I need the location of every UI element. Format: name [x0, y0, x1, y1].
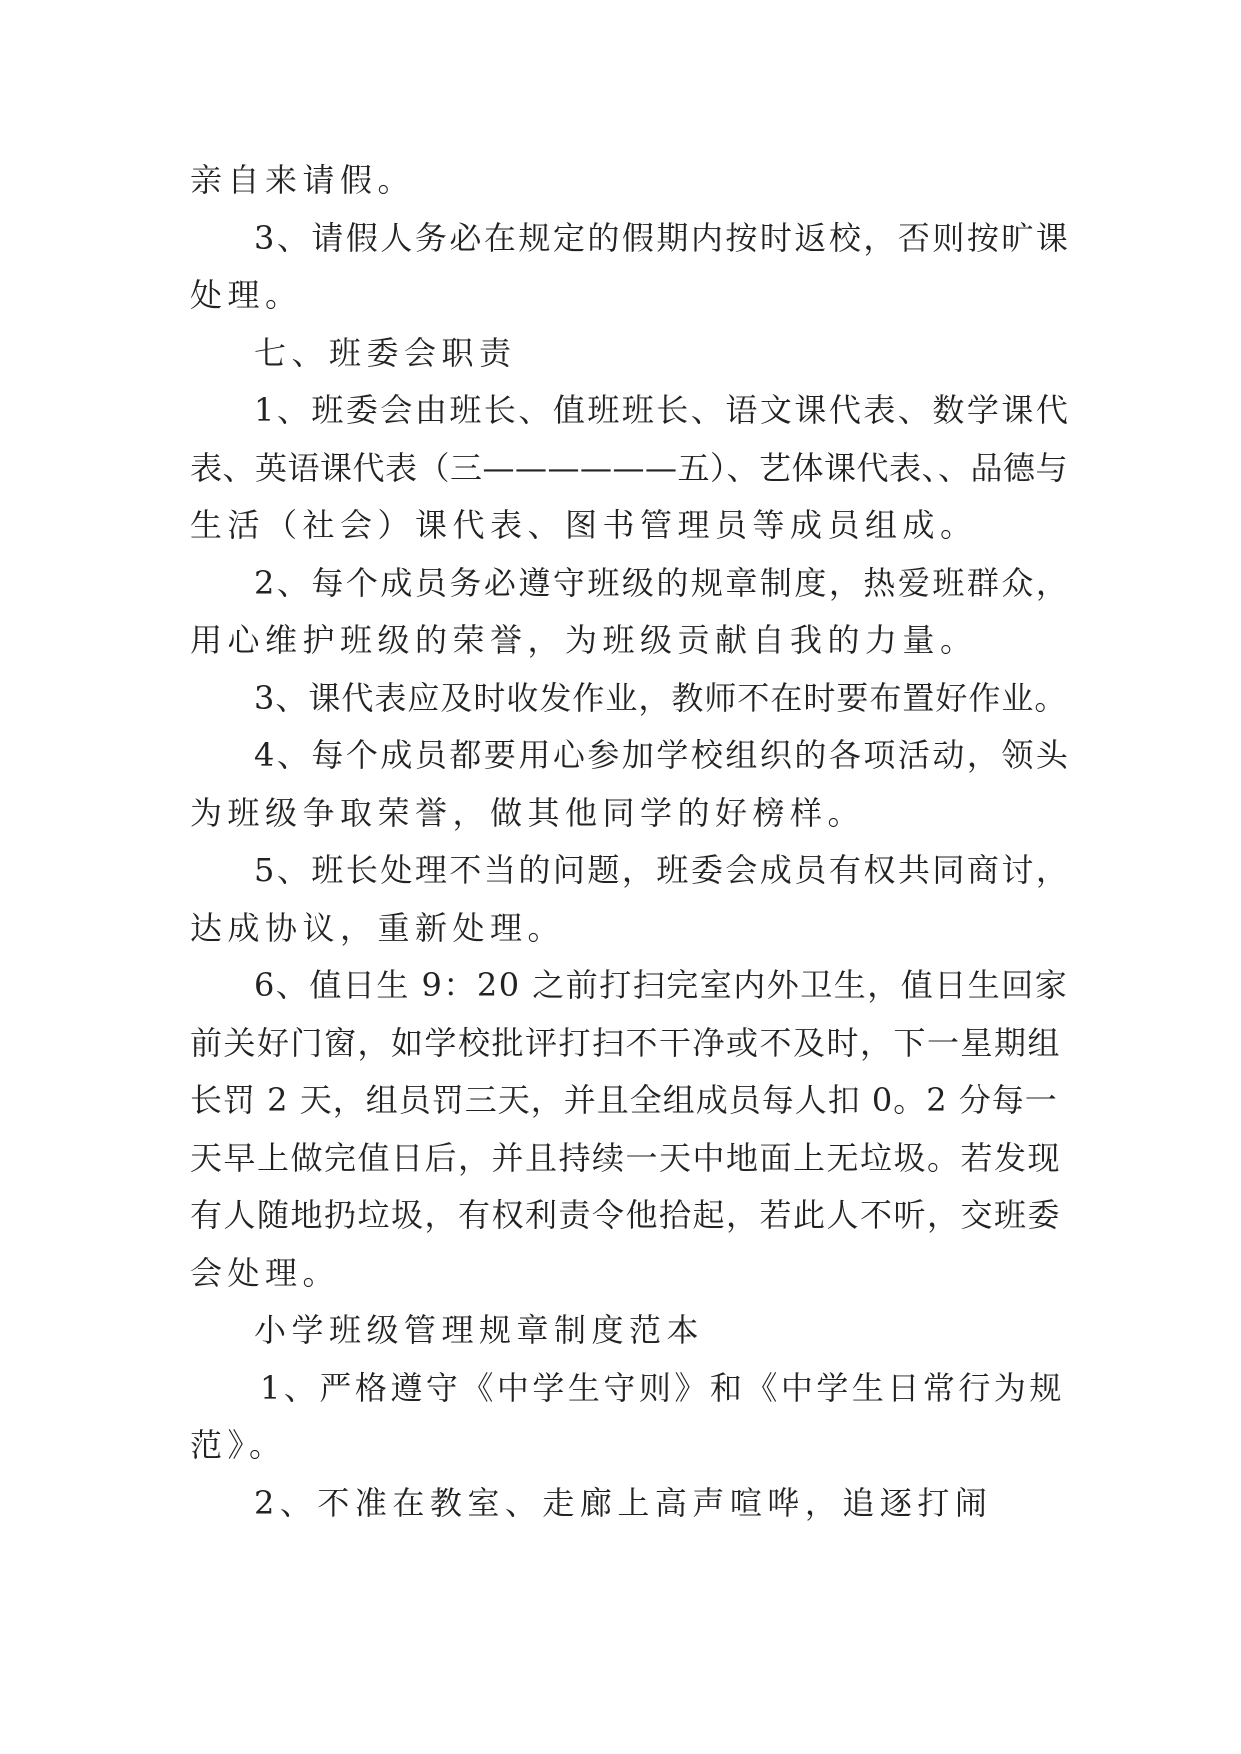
text-line: 表、英语课代表（三——————五）、艺体课代表、、品德与 — [190, 448, 1069, 487]
document-body — [190, 152, 1070, 1532]
text-line: 2、每个成员务必遵守班级的规章制度，热爱班群众， — [254, 563, 1071, 602]
text-line: 范》。 — [190, 1426, 287, 1464]
text-line: 达成协议，重新处理。 — [190, 908, 566, 947]
text-line: 2、不准在教室、走廊上高声喧哗，追逐打闹 — [254, 1483, 993, 1522]
text-line: 为班级争取荣誉，做其他同学的好榜样。 — [190, 793, 866, 832]
text-line: 会处理。 — [190, 1253, 341, 1292]
text-line: 6、值日生 9：20 之前打扫完室内外卫生，值日生回家 — [254, 966, 1069, 1004]
text-line: 5、班长处理不当的问题，班委会成员有权共同商讨， — [254, 851, 1071, 889]
text-line: 前关好门窗，如学校批评打扫不干净或不及时，下一星期组 — [190, 1023, 1062, 1062]
section-heading: 七、班委会职责 — [254, 333, 517, 372]
text-line: 1、严格遵守《中学生守则》和《中学生日常行为规 — [260, 1368, 1065, 1407]
text-line: 4、每个成员都要用心参加学校组织的各项活动，领头 — [254, 736, 1071, 774]
text-line: 1、班委会由班长、值班班长、语文课代表、数学课代 — [254, 391, 1071, 429]
text-line: 用心维护班级的荣誉，为班级贡献自我的力量。 — [190, 621, 978, 659]
text-line: 处理。 — [190, 276, 303, 314]
section-heading: 小学班级管理规章制度范本 — [254, 1311, 705, 1349]
text-line: 3、请假人务必在规定的假期内按时返校，否则按旷课 — [254, 218, 1071, 257]
text-line: 有人随地扔垃圾，有权利责令他拾起，若此人不听，交班委 — [190, 1196, 1062, 1234]
text-line: 亲自来请假。 — [190, 161, 416, 199]
text-line: 天早上做完值日后，并且持续一天中地面上无垃圾。若发现 — [190, 1138, 1062, 1177]
text-line: 3、课代表应及时收发作业，教师不在时要布置好作业。 — [254, 678, 1068, 717]
text-line: 生活（社会）课代表、图书管理员等成员组成。 — [190, 506, 978, 544]
text-line: 长罚 2 天，组员罚三天，并且全组成员每人扣 0。2 分每一 — [190, 1081, 1058, 1119]
